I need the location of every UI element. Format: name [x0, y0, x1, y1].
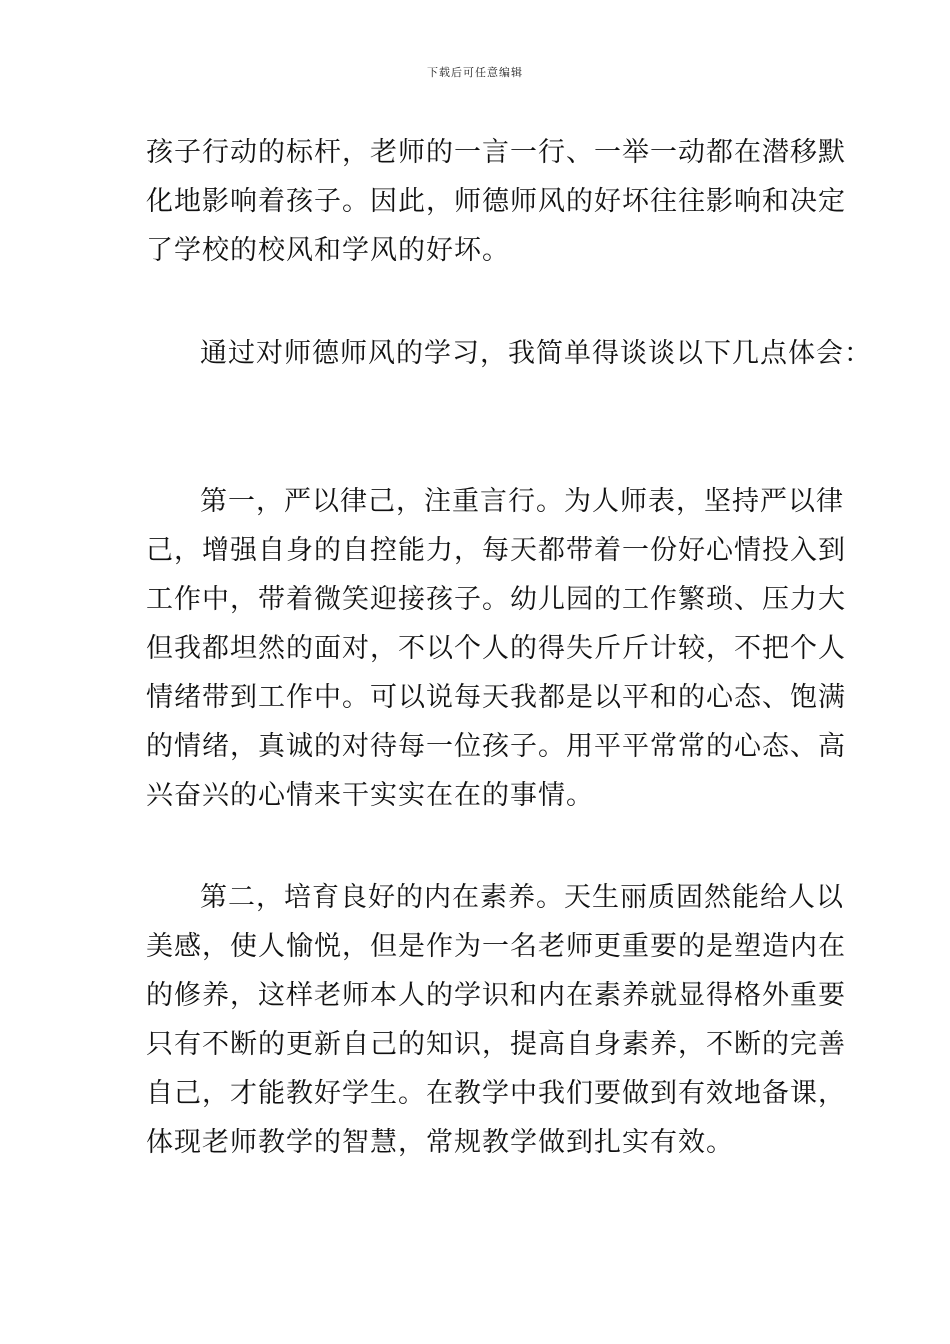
text-line: 的情绪，真诚的对待每一位孩子。用平平常常的心态、高: [146, 731, 846, 762]
text-line: 孩子行动的标杆，老师的一言一行、一举一动都在潜移默: [146, 137, 846, 168]
text-line: 第一，严以律己，注重言行。为人师表，坚持严以律: [200, 486, 844, 517]
text-line: 了学校的校风和学风的好坏。: [146, 235, 510, 266]
text-line: 的修养，这样老师本人的学识和内在素养就显得格外重要: [146, 980, 846, 1011]
page-header: 下载后可任意编辑: [427, 66, 523, 79]
text-line: 只有不断的更新自己的知识，提高自身素养，不断的完善: [146, 1029, 846, 1060]
text-line: 工作中，带着微笑迎接孩子。幼儿园的工作繁琐、压力大: [146, 584, 846, 615]
paragraph-point-one: [146, 477, 846, 820]
paragraph-transition: [146, 329, 872, 378]
paragraph-point-two: [146, 873, 846, 1167]
text-line: 但我都坦然的面对，不以个人的得失斤斤计较，不把个人: [146, 633, 846, 664]
text-line: 体现老师教学的智慧，常规教学做到扎实有效。: [146, 1127, 734, 1158]
text-line: 通过对师德师风的学习，我简单得谈谈以下几点体会：: [200, 338, 872, 369]
text-line: 第二，培育良好的内在素养。天生丽质固然能给人以: [200, 882, 844, 913]
text-line: 己，增强自身的自控能力，每天都带着一份好心情投入到: [146, 535, 846, 566]
text-line: 化地影响着孩子。因此，师德师风的好坏往往影响和决定: [146, 186, 846, 217]
text-line: 兴奋兴的心情来干实实在在的事情。: [146, 780, 594, 811]
paragraph-intro-continuation: [146, 128, 846, 275]
text-line: 情绪带到工作中。可以说每天我都是以平和的心态、饱满: [146, 682, 846, 713]
text-line: 美感，使人愉悦，但是作为一名老师更重要的是塑造内在: [146, 931, 846, 962]
text-line: 自己，才能教好学生。在教学中我们要做到有效地备课，: [146, 1078, 846, 1109]
